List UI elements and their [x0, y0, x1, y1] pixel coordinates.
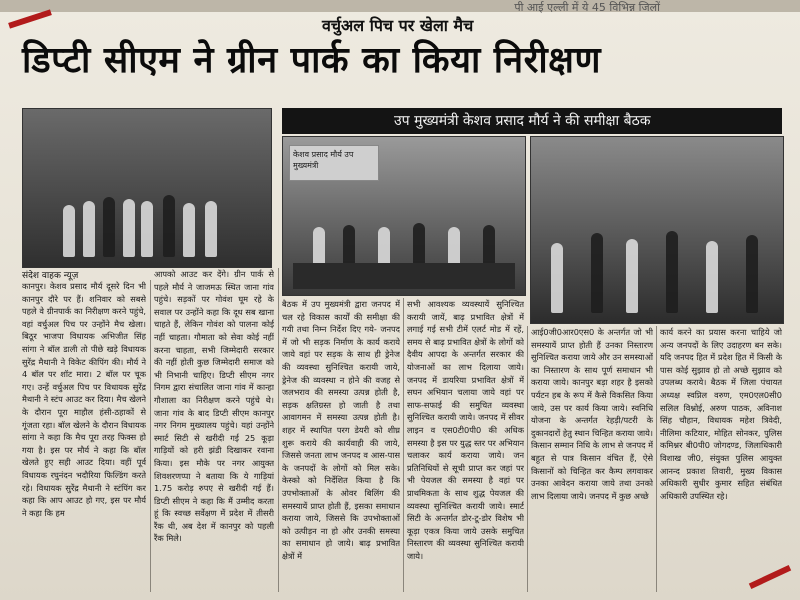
photo-felicitation: [530, 136, 784, 324]
photo-green-park: [22, 108, 272, 268]
meeting-banner: केशव प्रसाद मौर्य उप मुख्यमंत्री: [289, 145, 379, 181]
article-column-2: आपको आउट कर देंगे। ग्रीन पार्क से पहले मौर्य ने जाजमऊ स्थित जाना गांव पहुंचे। सड़कों पर गोवंश घूम रहे के सवाल पर उन्होंने कहा कि दूध सब खाना चाहते हैं, लेकिन गोवंश को पालना कोई नहीं चाहता। गौमाता को सेवा कोई नहीं करना चाहता, सभी जिम्मेदारी सरकार की नहीं होती कुछ जिम्मेदारी समाज को भी निभानी चाहिए। डिप्टी सीएम नगर निगम द्वारा संचालित जाना गांव में कान्हा गौशाला का निरीक्षण करने पहुंचे थे। जाना गांव के बाद डिप्टी सीएम कानपुर नगर निगम मुख्यालय पहुंचे। यहां उन्होंने स्मार्ट सिटी से खरीदी गई 25 कूड़ा गाड़ियों को हरी झंडी दिखाकर रवाना किया। इस मौके पर नगर आयुक्त शिवशरणप्पा ने बताया कि ये गाड़ियां 1.75 करोड़ रुपए से खरीदी गई हैं। डिप्टी सीएम ने कहा कि मैं उम्मीद करता हूं कि स्वच्छ सर्वेक्षण में प्रदेश में तीसरी रैंक थी, अब देश में कानपुर को पहली रैंक मिले।: [154, 269, 274, 544]
article-column-4: सभी आवश्यक व्यवस्थायें सुनिश्चित करायी जायें, बाढ़ प्रभावित क्षेत्रों में लगाई गई सभी टीमें एलर्ट मोड में रहें, समय से बाढ़ प्रभावित क्षेत्रों के लोगों को दैवीय आपदा के अन्तर्गत सरकार की योजनाओं का लाभ दिलाया जाये। जनपद में डायरिया प्रभावित क्षेत्रों में सघन अभियान चलाया जाये वहां पर साफ-सफाई की समुचित व्यवस्था सुनिश्चित करायी जाये। जनपद में सीवर लाइन व एस0टी0पी0 की अधिक समस्या है इस पर युद्ध स्तर पर अभियान चलाकर कार्य कराया जाये। जन प्रतिनिधियों से सूची प्राप्त कर जहां पर भी पेयजल की समस्या है वहां पर प्राथमिकता के साथ शुद्ध पेयजल की व्यवस्था सुनिश्चित करायी जाये। स्मार्ट सिटी के अन्तर्गत डोर-टू-डोर विशेष भी कूड़ा एकत्र किया जाये उसके समुचित निस्तारण की व्यवस्था सुनिश्चित करायी जाये।: [407, 299, 524, 561]
photo-review-meeting: [282, 136, 526, 296]
column-rule: [150, 280, 151, 592]
red-tape-mark: [8, 9, 52, 28]
column-rule: [527, 326, 528, 592]
column-rule: [278, 268, 279, 592]
column-rule: [403, 298, 404, 592]
subheadline-bar: उप मुख्यमंत्री केशव प्रसाद मौर्य ने की समीक्षा बैठक: [282, 108, 782, 134]
top-margin-band: [0, 0, 800, 12]
article-column-1: कानपुर। केशव प्रसाद मौर्य दूसरे दिन भी कानपुर दौरे पर हैं। शनिवार को सबसे पहले वे ग्रीनपार्क का निरीक्षण करने पहुंचे, वहां वर्चुअल पिच पर उन्होंने मैच खेला। बिठूर भाजपा विधायक अभिजीत सिंह सांगा ने बॉल डाली तो पीछे खड़े विधायक सुरेंद्र मैथानी ने विकेट कीपिंग की। मौर्य ने 4 बॉल पर शॉट मारा। 2 बॉल पर चूक गए। उन्हें वर्चुअल पिच पर विधायक सुरेंद्र मैथानी ने स्टंप आउट कर दिया। मैच खेलने के दौरान पूरा माहौल हंसी-ठहाकों से गूंजता रहा। बॉल खेलने के दौरान विधायक सांगा ने कहा कि मैच पूरा तरह फिक्स हो गया है। इस पर मौर्य ने कहा कि बॉल खेलते हुए सही आउट दिया। वहीं पूर्व विधायक रघुनंदन भदौरिया फिल्डिंग करते रहे। विधायक सुरेंद्र मैथानी ने स्टंपिंग कर कहा कि आप आउट हो गए, इस पर मौर्य ने कहा कि हम: [22, 281, 146, 518]
article-column-3: बैठक में उप मुख्यमंत्री द्वारा जनपद में चल रहे विकास कार्यों की समीक्षा की गयी तथा निम्न निर्देश दिए गये- जनपद में जो भी सड़क निर्माण के कार्य कराये जाये वहां पर सड़क के साथ ही ड्रेनेज की व्यवस्था सुनिश्चित करायी जाये, ड्रेनेज की व्यवस्था न होने की वजह से जलभराव की समस्या उत्पन्न होती है, सड़क क्षतिग्रस्त हो जाती है तथा आवागमन में समस्या उत्पन्न होती है। शहर में स्थापित परग डेयरी को शीघ्र शुरू कराये की कार्यवाही की जाये, जिससे जनता लाभ जनपद व आस-पास के जनपदों के लोगों को मिल सके। केस्को को निर्देशित किया है कि उपभोक्ताओं के ओवर बिलिंग की समस्यायें प्राप्त होती हैं, इसका समाधान कराया जाये, जिससे कि उपभोक्ताओं को उत्पीड़न ना हो और उनकी समस्या का समाधान हो जाये। बाढ़ प्रभावित क्षेत्रों में: [282, 299, 400, 561]
kicker-line: वर्चुअल पिच पर खेला मैच: [322, 16, 474, 35]
top-fragment-text: पी आई एल्ली में ये 45 विभिन्न जिलों: [514, 1, 660, 14]
byline: संदेश वाहक न्यूज़: [22, 271, 79, 281]
article-column-5: आई0जी0आर0एस0 के अन्तर्गत जो भी समस्यायें प्राप्त होती हैं उनका निस्तारण सुनिश्चित कराया जाये और उन समस्याओं का निस्तारण के साथ पूर्ण समाधान भी कराया जाये। कानपुर बड़ा शहर है इसको पर्यटन हब के रूप में कैसे विकसित किया जाये, उस पर कार्य किया जाये। स्वनिधि योजना के अन्तर्गत रेहड़ी/पटरी के दुकानदारों हेतु स्थान चिन्हित कराया जाये। किसान सम्मान निधि के लाभ से जनपद में बहुत से पात्र किसान वंचित हैं, ऐसे किसानों को चिन्हित कर कैम्प लगवाकर उनका आवेदन कराया जाये तथा उनको लाभ दिलाया जाये। जनपद में कुछ अच्छे: [531, 327, 653, 501]
column-rule: [656, 326, 657, 592]
article-column-6: कार्य करने का प्रयास करना चाहिये जो अन्य जनपदों के लिए उदाहरण बन सके। यदि जनपद हित में प्रदेश हित में किसी के पास कोई सुझाव हो तो अच्छे सुझाव को उपलब्ध कराये। बैठक में जिला पंचायत अध्यक्ष स्वप्निल वरुण, एम0एल0सी0 सलिल विश्नोई, अरुण पाठक, अविनाश सिंह चौहान, विधायक महेश त्रिवेदी, नीलिमा कटियार, मोहित सोनकर, पुलिस कमिश्नर बी0पी0 जोगदण्ड, जिलाधिकारी विशाख जी0, संयुक्त पुलिस आयुक्त आनन्द प्रकाश तिवारी, मुख्य विकास अधिकारी सुधीर कुमार सहित संबंधित अधिकारी उपस्थित रहे।: [660, 327, 782, 501]
headline: डिप्टी सीएम ने ग्रीन पार्क का किया निरीक्षण: [22, 40, 601, 81]
